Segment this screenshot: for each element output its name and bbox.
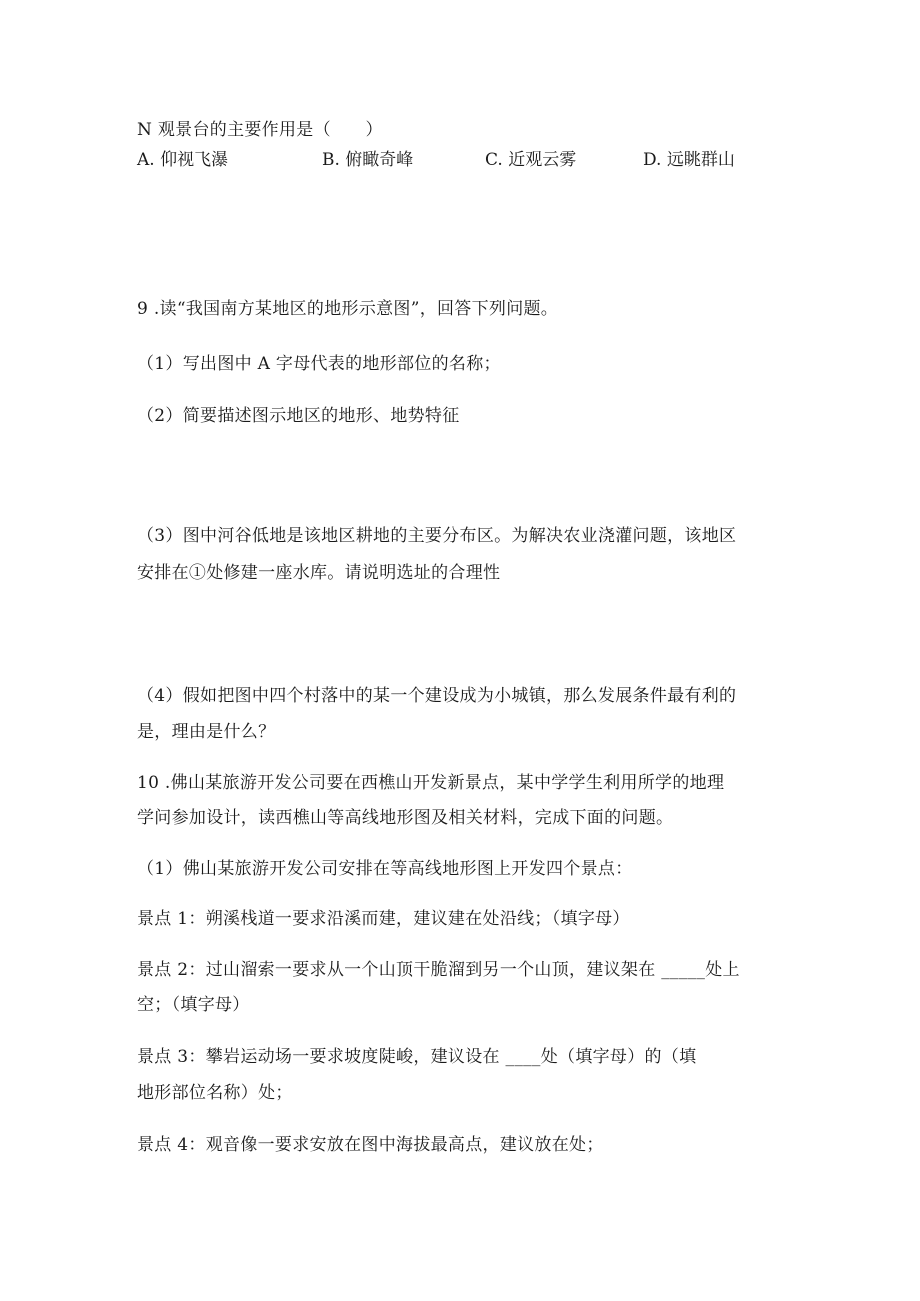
q8-option-b: B. 俯瞰奇峰 — [322, 150, 414, 170]
q10-spot2-line1: 景点 2：过山溜索一要求从一个山顶干脆溜到另一个山顶，建议架在 _____处上 — [137, 960, 740, 980]
q8-option-a: A. 仰视飞瀑 — [137, 150, 229, 170]
q9-part2: （2）简要描述图示地区的地形、地势特征 — [137, 406, 460, 426]
q8-stem: N 观景台的主要作用是（ ） — [137, 120, 383, 140]
q8-option-c: C. 近观云雾 — [485, 150, 577, 170]
q10-spot3-line1: 景点 3：攀岩运动场一要求坡度陡峻，建议设在 ____处（填字母）的（填 — [137, 1047, 697, 1067]
q10-title-line2: 学问参加设计，读西樵山等高线地形图及相关材料，完成下面的问题。 — [137, 808, 674, 828]
q9-part3-line1: （3）图中河谷低地是该地区耕地的主要分布区。为解决农业浇灌问题，该地区 — [137, 526, 737, 546]
q10-spot2-line2: 空；（填字母） — [137, 995, 250, 1015]
q10-spot4: 景点 4：观音像一要求安放在图中海拔最高点，建议放在处； — [137, 1135, 604, 1155]
q9-part4-line1: （4）假如把图中四个村落中的某一个建设成为小城镇，那么发展条件最有利的 — [137, 686, 737, 706]
q9-part1: （1）写出图中 A 字母代表的地形部位的名称； — [137, 354, 501, 374]
q10-title-line1: 10 .佛山某旅游开发公司要在西樵山开发新景点，某中学学生利用所学的地理 — [137, 773, 725, 793]
q9-part3-line2: 安排在①处修建一座水库。请说明选址的合理性 — [137, 563, 501, 583]
q9-part4-line2: 是，理由是什么？ — [137, 722, 276, 742]
q10-spot3-line2: 地形部位名称）处； — [137, 1083, 293, 1103]
q10-spot1: 景点 1：朔溪栈道一要求沿溪而建，建议建在处沿线；（填字母） — [137, 909, 630, 929]
q8-option-d: D. 远眺群山 — [643, 150, 735, 170]
q9-title: 9 .读“我国南方某地区的地形示意图”，回答下列问题。 — [137, 299, 559, 319]
q10-part1: （1）佛山某旅游开发公司安排在等高线地形图上开发四个景点： — [137, 859, 633, 879]
